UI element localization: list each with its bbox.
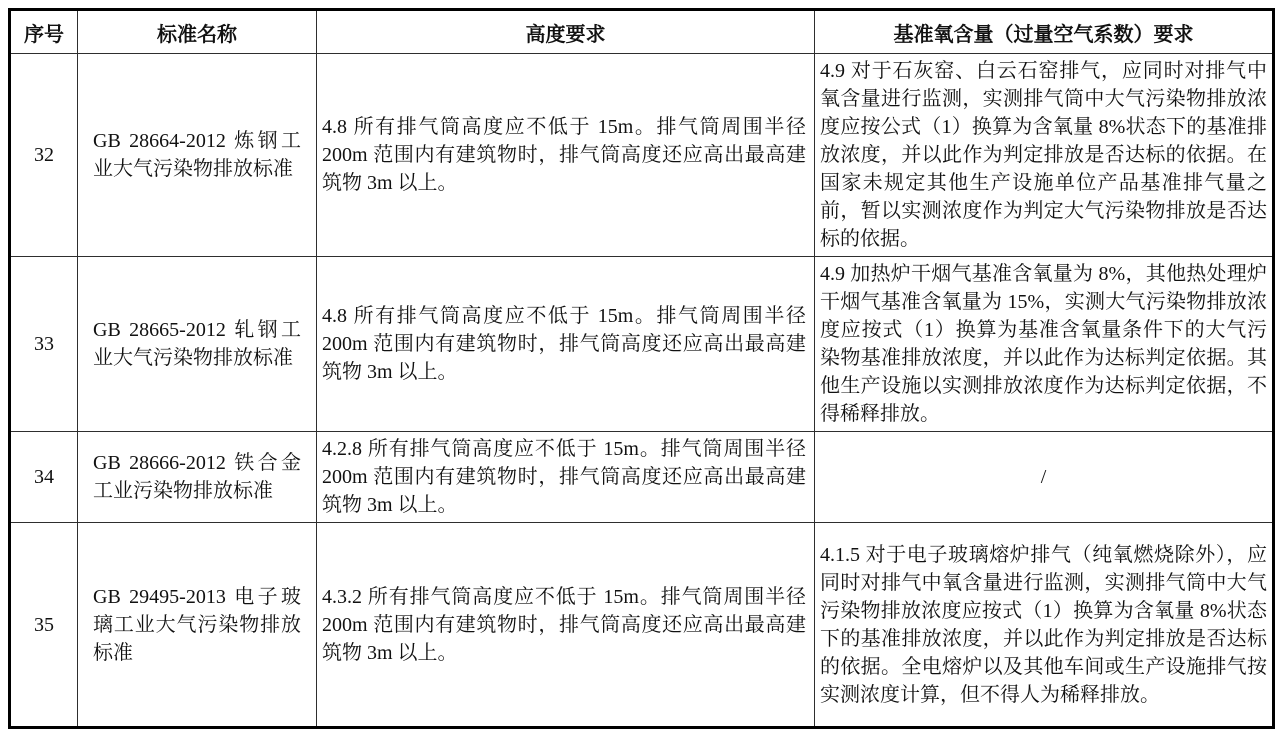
cell-oxygen-requirement: 4.9 对于石灰窑、白云石窑排气，应同时对排气中氧含量进行监测，实测排气筒中大气污染物排放浓度应按公式（1）换算为含氧量 8%状态下的基准排放浓度，并以此作为判定排放是否达标的依据。在国家未规定其他生产设施单位产品基准排气量之前，暂以实测浓度作为判定大气污染物排放是否达标的依据。 [815, 54, 1274, 257]
cell-standard-name: GB 28664-2012 炼钢工业大气污染物排放标准 [78, 54, 317, 257]
cell-height-requirement: 4.8 所有排气筒高度应不低于 15m。排气筒周围半径 200m 范围内有建筑物时，排气筒高度还应高出最高建筑物 3m 以上。 [317, 257, 815, 432]
column-header-standard-name: 标准名称 [78, 10, 317, 54]
cell-serial: 35 [10, 523, 78, 728]
table-row [10, 432, 1274, 523]
cell-height-requirement: 4.3.2 所有排气筒高度应不低于 15m。排气筒周围半径 200m 范围内有建筑物时，排气筒高度还应高出最高建筑物 3m 以上。 [317, 523, 815, 728]
cell-serial: 33 [10, 257, 78, 432]
cell-standard-name: GB 29495-2013 电子玻璃工业大气污染物排放标准 [78, 523, 317, 728]
cell-height-requirement: 4.2.8 所有排气筒高度应不低于 15m。排气筒周围半径 200m 范围内有建筑物时，排气筒高度还应高出最高建筑物 3m 以上。 [317, 432, 815, 523]
table-row [10, 257, 1274, 432]
emission-standards-table [8, 8, 1275, 729]
cell-serial: 32 [10, 54, 78, 257]
cell-oxygen-requirement: / [815, 432, 1274, 523]
cell-height-requirement: 4.8 所有排气筒高度应不低于 15m。排气筒周围半径 200m 范围内有建筑物时，排气筒高度还应高出最高建筑物 3m 以上。 [317, 54, 815, 257]
cell-oxygen-requirement: 4.1.5 对于电子玻璃熔炉排气（纯氧燃烧除外），应同时对排气中氧含量进行监测，实测排气筒中大气污染物排放浓度应按式（1）换算为含氧量 8%状态下的基准排放浓度，并以此作为判定排放是否达标的依据。全电熔炉以及其他车间或生产设施排气按实测浓度计算，但不得人为稀释排放。 [815, 523, 1274, 728]
header-row [10, 10, 1274, 54]
cell-oxygen-requirement: 4.9 加热炉干烟气基准含氧量为 8%，其他热处理炉干烟气基准含氧量为 15%，实测大气污染物排放浓度应按式（1）换算为基准含氧量条件下的大气污染物基准排放浓度，并以此作为达标判定依据。其他生产设施以实测排放浓度作为达标判定依据，不得稀释排放。 [815, 257, 1274, 432]
cell-serial: 34 [10, 432, 78, 523]
column-header-height-requirement: 高度要求 [317, 10, 815, 54]
column-header-serial: 序号 [10, 10, 78, 54]
cell-standard-name: GB 28665-2012 轧钢工业大气污染物排放标准 [78, 257, 317, 432]
table-row [10, 523, 1274, 728]
column-header-oxygen-requirement: 基准氧含量（过量空气系数）要求 [815, 10, 1274, 54]
cell-standard-name: GB 28666-2012 铁合金工业污染物排放标准 [78, 432, 317, 523]
table-row [10, 54, 1274, 257]
